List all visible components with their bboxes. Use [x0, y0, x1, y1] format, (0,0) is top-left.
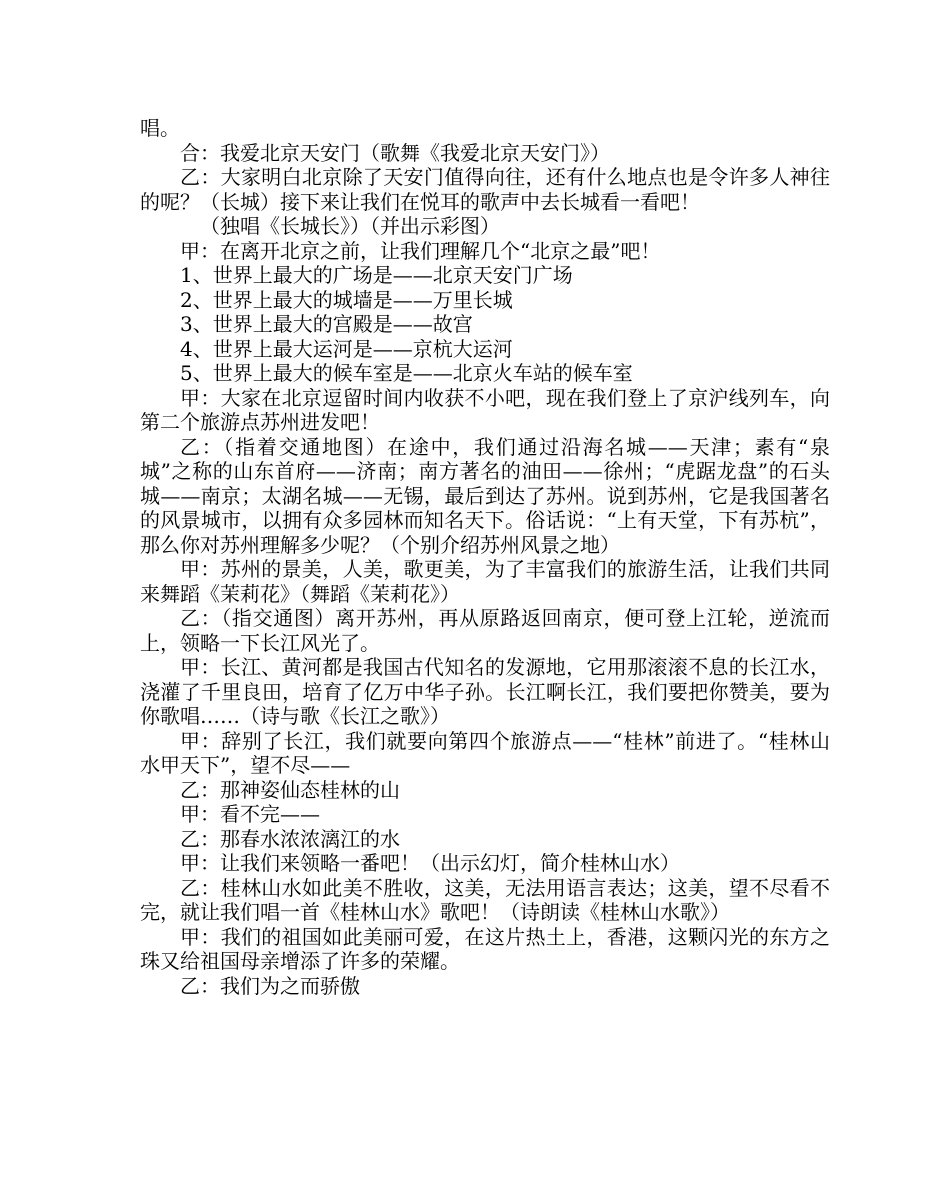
paragraph: 乙：大家明白北京除了天安门值得向往，还有什么地点也是令许多人神往的呢？（长城）接下来让我们在悦耳的歌声中去长城看一看吧！ — [140, 165, 830, 214]
list-item: 5、世界上最大的候车室是——北京火车站的候车室 — [180, 361, 633, 385]
paragraph: 乙：我们为之而骄傲 — [180, 973, 360, 998]
paragraph: 乙：那春水浓浓漓江的水 — [180, 826, 400, 851]
list-item: 4、世界上最大运河是——京杭大运河 — [180, 336, 513, 361]
paragraph: 甲：辞别了长江，我们就要向第四个旅游点——“桂林”前进了。“桂林山水甲天下”，望不尽—— — [140, 728, 830, 777]
paragraph: 甲：我们的祖国如此美丽可爱，在这片热土上，香港，这颗闪光的东方之珠又给祖国母亲增添了许多的荣耀。 — [140, 924, 830, 973]
paragraph: 甲：让我们来领略一番吧！（出示幻灯，简介桂林山水） — [180, 851, 680, 875]
paragraph: （独唱《长城长》）（并出示彩图） — [200, 214, 500, 238]
paragraph: 乙：（指着交通地图）在途中，我们通过沿海名城——天津；素有“泉城”之称的山东首府——济南；南方著名的油田——徐州；“虎踞龙盘”的石头城——南京；太湖名城——无锡，最后到达了苏州。说到苏州，它是我国著名的风景城市，以拥有众多园林而知名天下。俗话说：“上有天堂，下有苏杭”，那么你对苏州理解多少呢？（个别介绍苏州风景之地） — [140, 434, 830, 557]
paragraph: 合：我爱北京天安门（歌舞《我爱北京天安门》） — [180, 140, 610, 165]
list-item: 1、世界上最大的广场是——北京天安门广场 — [180, 263, 573, 287]
paragraph: 甲：大家在北京逗留时间内收获不小吧，现在我们登上了京沪线列车，向第二个旅游点苏州进发吧！ — [140, 385, 830, 434]
paragraph: 甲：在离开北京之前，让我们理解几个“北京之最”吧！ — [180, 238, 661, 263]
paragraph: 乙：（指交通图）离开苏州，再从原路返回南京，便可登上江轮，逆流而上，领略一下长江风光了。 — [140, 606, 830, 655]
paragraph: 乙：那神姿仙态桂林的山 — [180, 777, 400, 802]
list-item: 3、世界上最大的宫殿是——故宫 — [180, 312, 473, 336]
paragraph: 唱。 — [140, 116, 180, 140]
paragraph: 甲：看不完—— — [180, 802, 320, 826]
paragraph: 甲：长江、黄河都是我国古代知名的发源地，它用那滚滚不息的长江水，浇灌了千里良田，培育了亿万中华子孙。长江啊长江，我们要把你赞美，要为你歌唱……（诗与歌《长江之歌》） — [140, 655, 830, 728]
paragraph: 甲：苏州的景美，人美，歌更美，为了丰富我们的旅游生活，让我们共同来舞蹈《茉莉花》（舞蹈《茉莉花》） — [140, 557, 830, 606]
list-item: 2、世界上最大的城墙是——万里长城 — [180, 287, 513, 312]
paragraph: 乙：桂林山水如此美不胜收，这美，无法用语言表达；这美，望不尽看不完，就让我们唱一首《桂林山水》歌吧！（诗朗读《桂林山水歌》） — [140, 875, 830, 924]
document-body — [140, 116, 830, 998]
